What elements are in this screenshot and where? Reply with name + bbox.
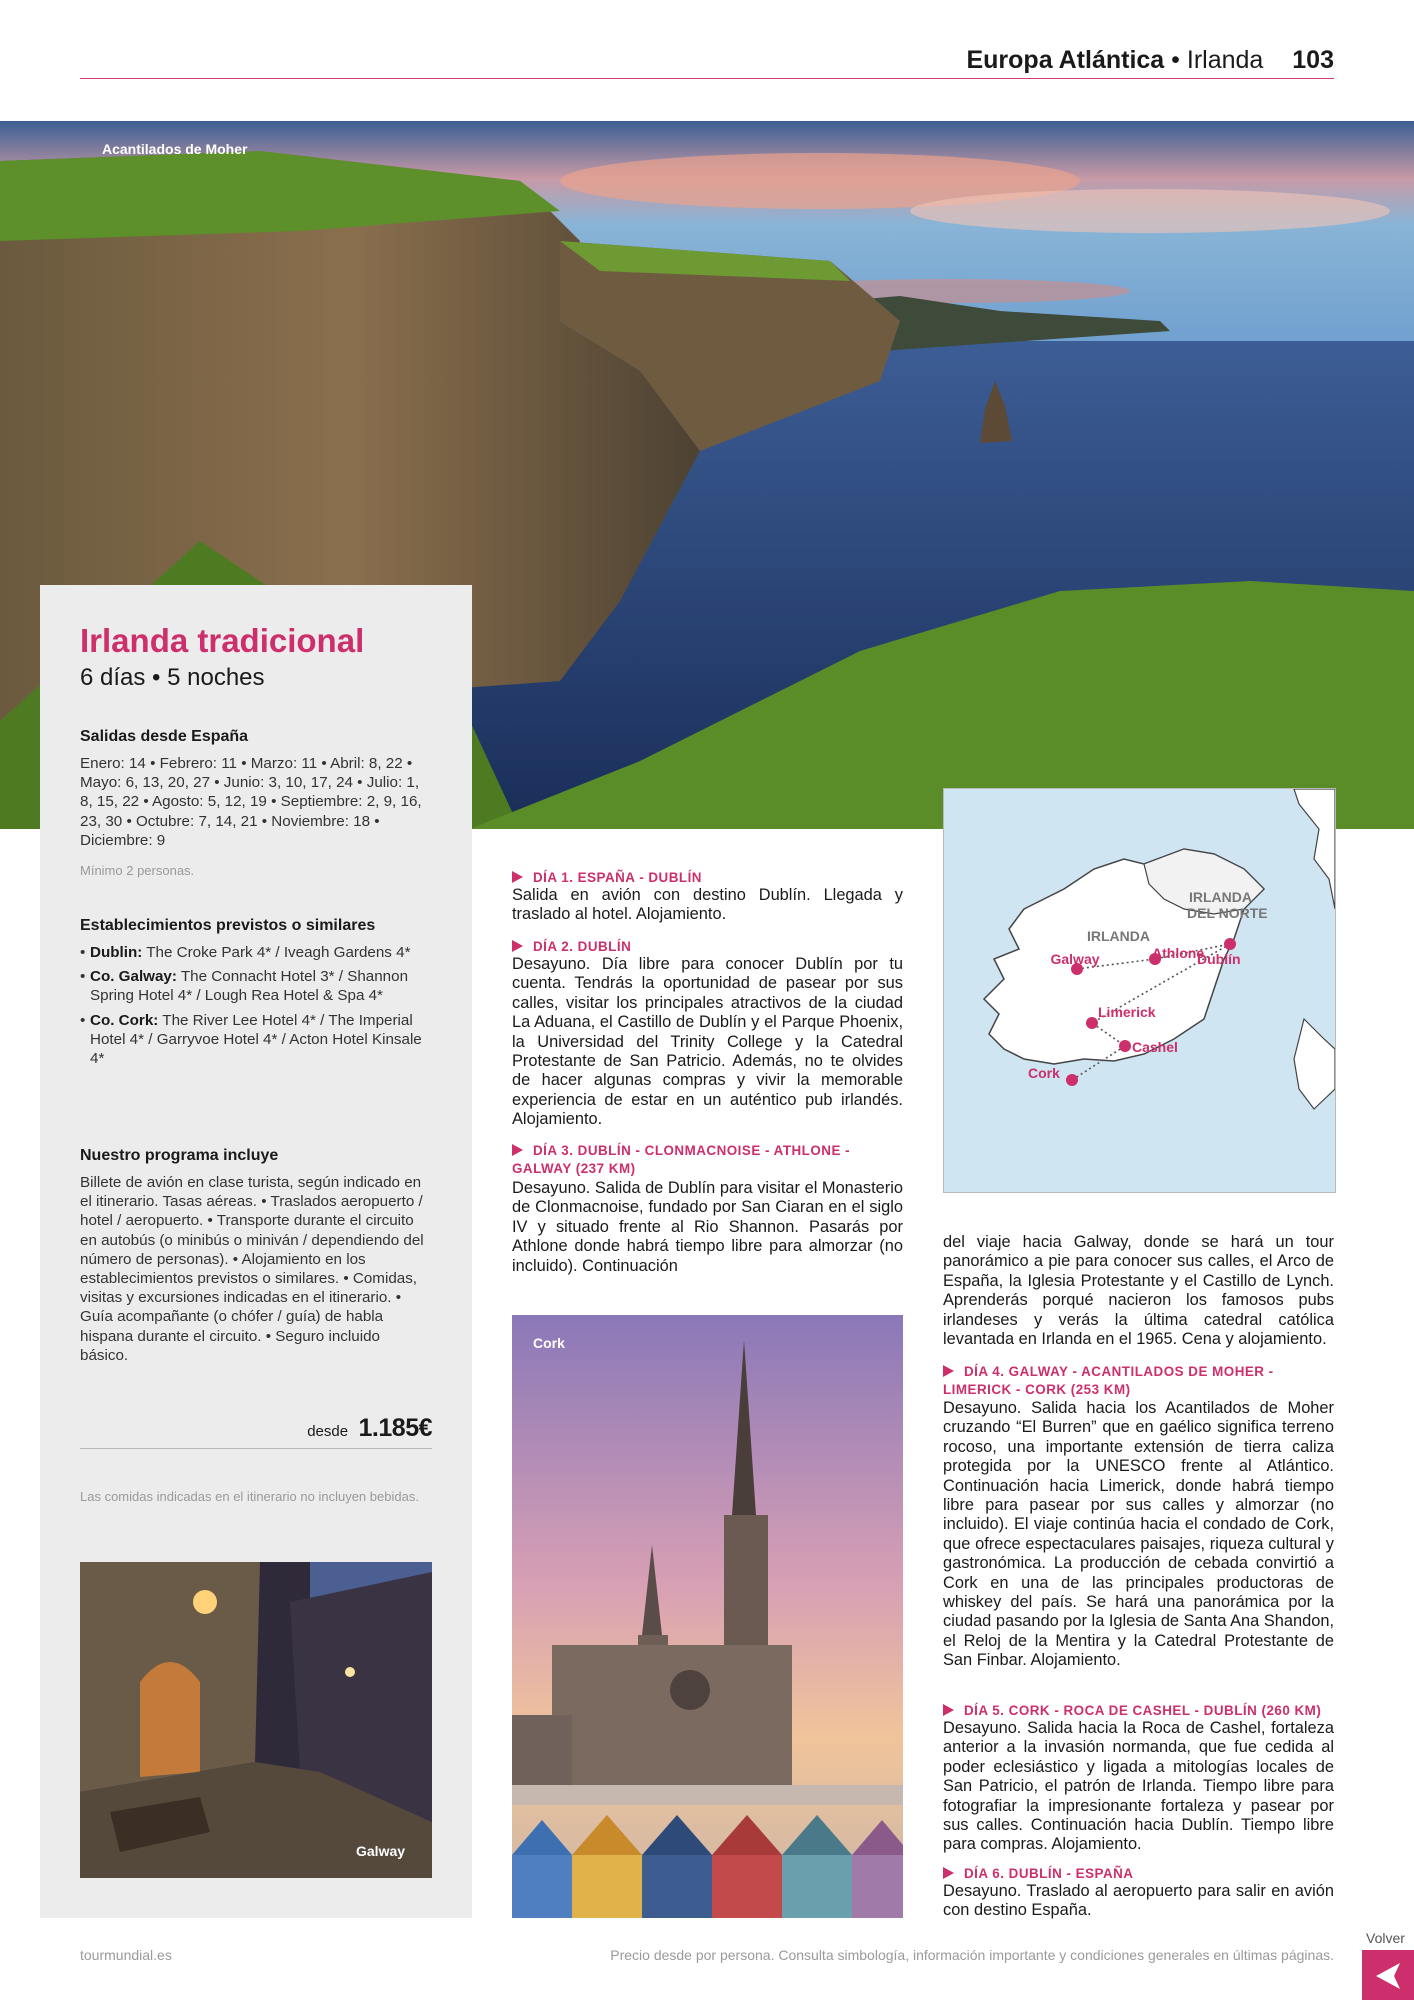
price-prefix: desde <box>307 1423 349 1440</box>
map-dot-cork <box>1066 1074 1078 1086</box>
hotels-heading: Establecimientos previstos o similares <box>80 917 376 934</box>
map-city-athlone: Athlone <box>1152 945 1205 961</box>
cork-caption: Cork <box>533 1335 565 1351</box>
map-city-galway: Galway <box>1050 951 1100 967</box>
cork-photo <box>512 1315 903 1918</box>
day-2-title: DÍA 2. DUBLÍN <box>533 939 632 954</box>
header-country: Irlanda <box>1186 46 1264 74</box>
triangle-bullet-icon <box>943 1704 954 1716</box>
day-5-text: Desayuno. Salida hacia la Roca de Cashel, fortaleza anterior a la invasión normanda, que fue cedida al poder eclesiástico y ligada a mitologías locales de San Patricio, el patrón de Irlanda. Tiempo libre para fotografiar la impresionante fortaleza y pasear por sus calles. Continuación hacia Dublín. Tiempo libre para compras. Alojamiento. <box>943 1719 1334 1854</box>
footer-disclaimer: Precio desde por persona. Consulta simbología, información importante y condiciones generales en últimas páginas. <box>610 1947 1334 1963</box>
hotel-city: Co. Galway: <box>90 968 177 986</box>
back-label[interactable]: Volver <box>1366 1930 1405 1946</box>
map-dot-dublin <box>1224 938 1236 950</box>
day-1-text: Salida en avión con destino Dublín. Llegada y traslado al hotel. Alojamiento. <box>512 886 903 924</box>
page-number: 103 <box>1292 46 1334 74</box>
tour-title: Irlanda tradicional <box>80 622 365 659</box>
header-divider <box>80 78 1334 79</box>
minimum-persons-note: Mínimo 2 personas. <box>80 863 195 878</box>
price-block <box>80 1414 432 1443</box>
map-city-dublin: Dublín <box>1197 951 1241 967</box>
galway-caption: Galway <box>356 1843 406 1859</box>
back-arrow-icon <box>1362 1950 1414 2000</box>
hotel-names: The Croke Park 4* / Iveagh Gardens 4* <box>146 944 411 961</box>
departures-heading: Salidas desde España <box>80 728 249 745</box>
map-label-north-2: DEL NORTE <box>1187 905 1268 921</box>
triangle-bullet-icon <box>943 1365 954 1377</box>
day-2-text: Desayuno. Día libre para conocer Dublín por tu cuenta. Tendrás la oportunidad de pasear por sus calles, visitar los principales atractivos de la ciudad La Aduana, el Castillo de Dublín y el Parque Phoenix, la Universidad del Trinity College y la Catedral Protestante de San Patricio. Además, no te olvides de hacer algunas compras y vivir la memorable experiencia de estar en un auténtico pub irlandés. Alojamiento. <box>512 955 903 1129</box>
hotel-item <box>80 1011 432 1069</box>
hero-caption: Acantilados de Moher <box>102 141 248 157</box>
day-4-heading <box>943 1363 1334 1399</box>
map-dot-limerick <box>1086 1017 1098 1029</box>
route-map <box>943 788 1336 1193</box>
map-dot-cashel <box>1119 1040 1131 1052</box>
departures-dates: Enero: 14 • Febrero: 11 • Marzo: 11 • Abril: 8, 22 • Mayo: 6, 13, 20, 27 • Junio: 3, 10, 17, 24 • Julio: 1, 8, 15, 22 • Agosto: 5, 12, 19 • Septiembre: 2, 9, 16, 23, 30 • Octubre: 7, 14, 21 • Noviembre: 18 • Diciembre: 9 <box>80 755 422 849</box>
map-city-limerick: Limerick <box>1098 1004 1156 1020</box>
hotel-names: The Connacht Hotel 3* / Shannon Spring Hotel 4* / Lough Rea Hotel & Spa 4* <box>90 968 409 1005</box>
back-button[interactable] <box>1362 1950 1414 2000</box>
hotel-city: Dublin: <box>90 944 143 961</box>
day-3-text: Desayuno. Salida de Dublín para visitar el Monasterio de Clonmacnoise, fundado por San Ciaran en el siglo IV y situado frente al Rio Shannon. Pasarás por Athlone donde habrá tiempo libre para almorzar (no incluido). Continuación <box>512 1179 903 1275</box>
triangle-bullet-icon <box>943 1867 954 1879</box>
triangle-bullet-icon <box>512 1144 523 1156</box>
day-2-heading <box>512 938 903 956</box>
day-1-title: DÍA 1. ESPAÑA - DUBLÍN <box>533 870 702 885</box>
galway-photo <box>80 1562 432 1878</box>
hotel-names: The River Lee Hotel 4* / The Imperial Hotel 4* / Garryvoe Hotel 4* / Acton Hotel Kinsale 4* <box>90 1011 422 1068</box>
triangle-bullet-icon <box>512 940 523 952</box>
day-3-title: DÍA 3. DUBLÍN - CLONMACNOISE - ATHLONE - GALWAY (237 KM) <box>512 1143 851 1176</box>
map-city-cork: Cork <box>1028 1065 1060 1081</box>
day-6-title: DÍA 6. DUBLÍN - ESPAÑA <box>964 1866 1134 1881</box>
hotel-item <box>80 967 432 1005</box>
hotel-city: Co. Cork: <box>90 1011 159 1029</box>
hotel-item <box>80 943 432 962</box>
day-6-text: Desayuno. Traslado al aeropuerto para salir en avión con destino España. <box>943 1882 1334 1920</box>
header-separator: • <box>1171 46 1180 74</box>
map-label-north-1: IRLANDA <box>1189 889 1252 905</box>
day-1-heading <box>512 869 903 887</box>
map-city-cashel: Cashel <box>1132 1039 1178 1055</box>
day-6-heading <box>943 1865 1334 1883</box>
includes-heading: Nuestro programa incluye <box>80 1147 279 1164</box>
price-value: 1.185€ <box>358 1414 432 1442</box>
header-section: Europa Atlántica <box>966 46 1165 74</box>
day-3-heading <box>512 1142 903 1178</box>
day-5-heading <box>943 1702 1334 1720</box>
hotels-list <box>80 943 432 1073</box>
ireland-map-illustration <box>944 789 1335 1192</box>
footer-website[interactable]: tourmundial.es <box>80 1947 172 1963</box>
galway-street-illustration <box>80 1562 432 1878</box>
tour-duration: 6 días • 5 noches <box>80 664 265 691</box>
day-4-text: Desayuno. Salida hacia los Acantilados de Moher cruzando “El Burren” que en gaélico significa terreno rocoso, una importante extensión de tierra caliza protegida por la UNESCO frente al Atlántico. Continuación hacia Limerick, donde habrá tiempo libre para pasear por sus calles y almorzar (no incluido). El viaje continúa hacia el condado de Cork, que ofrece espectaculares paisajes, riqueza cultural y gastronómica. La producción de cebada convirtió a Cork en una de las principales productoras de whiskey del país. Se hará una panorámica por la ciudad pasando por la Iglesia de Santa Ana Shandon, el Reloj de la Mentira y la Catedral Protestante de San Finbar. Alojamiento. <box>943 1399 1334 1670</box>
page-header <box>80 46 1334 78</box>
day-4-title: DÍA 4. GALWAY - ACANTILADOS DE MOHER - LIMERICK - CORK (253 KM) <box>943 1364 1274 1397</box>
britain-coast <box>1294 1019 1335 1109</box>
cork-cathedral-illustration <box>512 1315 903 1918</box>
price-divider <box>80 1448 432 1449</box>
map-label-country: IRLANDA <box>1087 928 1150 944</box>
day-5-title: DÍA 5. CORK - ROCA DE CASHEL - DUBLÍN (260 KM) <box>964 1703 1322 1718</box>
includes-text: Billete de avión en clase turista, según indicado en el itinerario. Tasas aéreas. • Traslados aeropuerto / hotel / aeropuerto. • Transporte durante el circuito en autobús (o minibús o miniván / dependiendo del número de personas). • Alojamiento en los establecimientos previstos o similares. • Comidas, visitas y excursiones indicadas en el itinerario. • Guía acompañante (o chófer / guía) de habla hispana durante el circuito. • Seguro incluido básico. <box>80 1174 424 1364</box>
day-3-text-continued: del viaje hacia Galway, donde se hará un tour panorámico a pie para conocer sus calles, el Arco de España, la Iglesia Protestante y el Castillo de Lynch. Aprenderás porqué nacieron los famosos pubs irlandeses y verás la última catedral católica levantada en Irlanda en el 1965. Cena y alojamiento. <box>943 1233 1334 1349</box>
meals-note: Las comidas indicadas en el itinerario no incluyen bebidas. <box>80 1489 419 1504</box>
triangle-bullet-icon <box>512 871 523 883</box>
scotland-coast <box>1294 789 1335 909</box>
